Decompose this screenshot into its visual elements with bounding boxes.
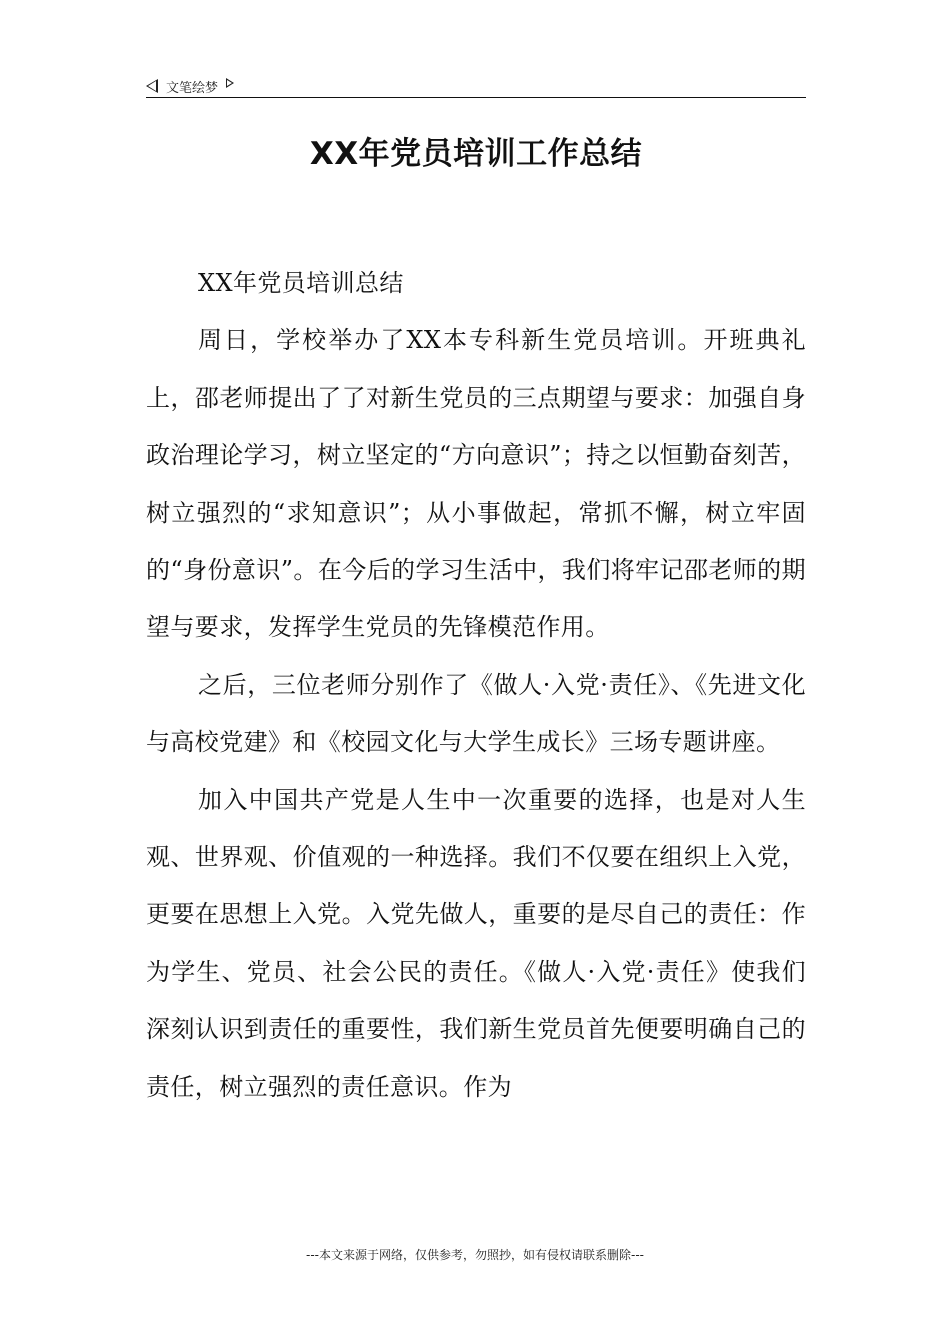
site-name: 文笔绘梦	[166, 80, 219, 96]
document-subtitle: XX年党员培训总结	[198, 269, 404, 297]
triangle-left-icon	[146, 79, 158, 93]
paragraph: 周日，学校举办了XX本专科新生党员培训。开班典礼上，邵老师提出了了对新生党员的三点期望与要求：加强自身政治理论学习，树立坚定的“方向意识”；持之以恒勤奋刻苦，树立强烈的“求知意识”；从小事做起，常抓不懈，树立牢固的“身份意识”。在今后的学习生活中，我们将牢记邵老师的期望与要求，发挥学生党员的先锋模范作用。	[146, 326, 806, 642]
triangle-right-icon	[226, 78, 234, 88]
document-body	[146, 255, 806, 1116]
page-header	[146, 74, 806, 98]
paragraph: 加入中国共产党是人生中一次重要的选择，也是对人生观、世界观、价值观的一种选择。我们不仅要在组织上入党，更要在思想上入党。入党先做人，重要的是尽自己的责任：作为学生、党员、社会公民的责任。《做人·入党·责任》使我们深刻认识到责任的重要性，我们新生党员首先便要明确自己的责任，树立强烈的责任意识。作为	[146, 785, 806, 1101]
header-divider	[146, 97, 806, 98]
footer-notice: ---本文来源于网络，仅供参考，勿照抄，如有侵权请联系删除---	[306, 1248, 644, 1262]
document-title: XX年党员培训工作总结	[309, 136, 643, 172]
paragraph: 之后，三位老师分别作了《做人·入党·责任》、《先进文化与高校党建》和《校园文化与大学生成长》三场专题讲座。	[146, 670, 806, 757]
